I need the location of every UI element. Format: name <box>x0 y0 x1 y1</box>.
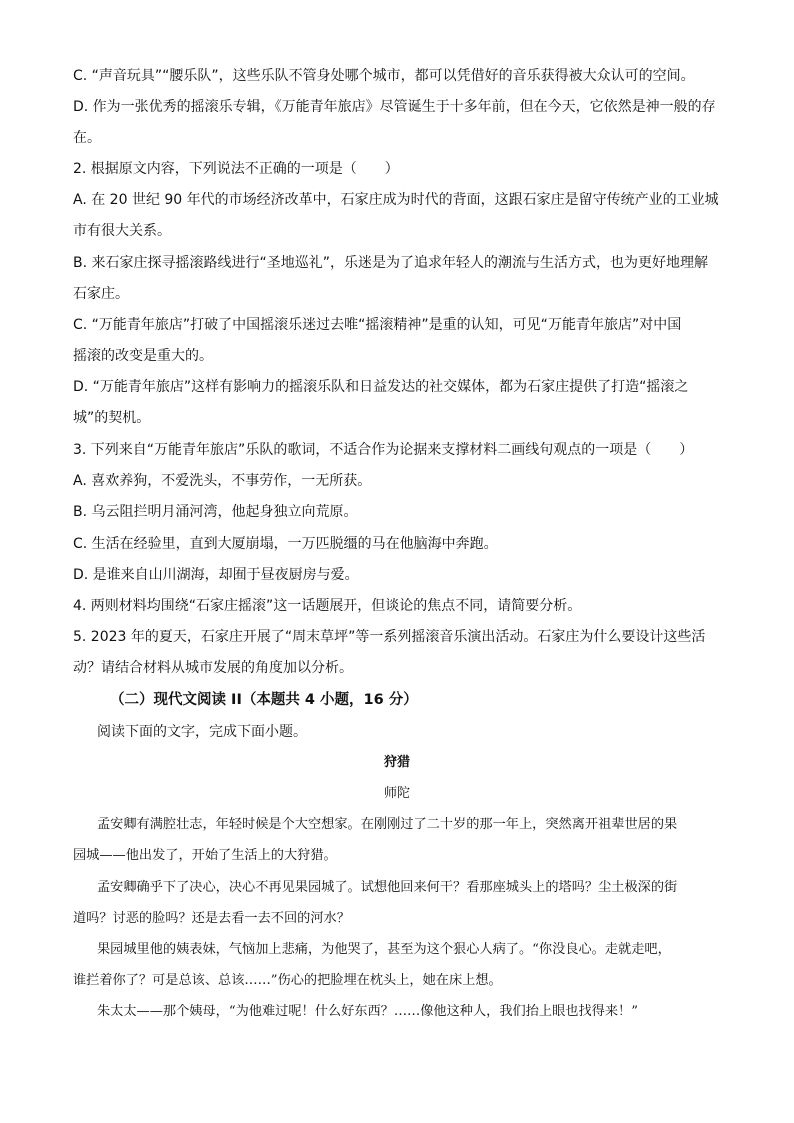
q2-option-c-line1: C. “万能青年旅店”打破了中国摇滚乐迷过去唯“摇滚精神”是重的认知，可见“万能青年旅店”对中国 <box>73 317 682 333</box>
q2-stem: 2. 根据原文内容，下列说法不正确的一项是（ ） <box>73 161 399 177</box>
story-p4-line1: 朱太太——那个姨母，“为他难过呢！什么好东西？……像他这种人，我们抬上眼也找得来！” <box>97 1004 638 1019</box>
q1-option-c: C. “声音玩具”“腰乐队”，这些乐队不管身处哪个城市，都可以凭借好的音乐获得被大众认可的空间。 <box>73 68 695 84</box>
section-heading: （二）现代文阅读 II（本题共 4 小题，16 分） <box>110 692 418 708</box>
q5-line1: 5. 2023 年的夏天，石家庄开展了“周末草坪”等一系列摇滚音乐演出活动。石家庄为什么要设计这些活 <box>73 629 706 645</box>
q1-option-d-line1: D. 作为一张优秀的摇滚乐专辑，《万能青年旅店》尽管诞生于十多年前，但在今天，它依然是神一般的存 <box>73 99 716 115</box>
q2-option-a-line1: A. 在 20 世纪 90 年代的市场经济改革中，石家庄成为时代的背面，这跟石家庄是留守传统产业的工业城 <box>73 192 719 208</box>
story-p3-line1: 果园城里他的姨表妹，气恼加上悲痛，为他哭了，甚至为这个狠心人病了。“你没良心。走就走吧， <box>97 942 671 957</box>
story-p3-line2: 谁拦着你了？可是总该、总该……”伤心的把脸埋在枕头上，她在床上想。 <box>73 973 502 988</box>
q3-option-a: A. 喜欢养狗，不爱洗头，不事劳作，一无所获。 <box>73 473 372 489</box>
story-author: 师陀 <box>383 786 410 801</box>
story-p1-line1: 孟安卿有满腔壮志，年轻时候是个大空想家。在刚刚过了二十岁的那一年上，突然离开祖辈世居的果 <box>97 817 678 832</box>
q3-stem: 3. 下列来自“万能青年旅店”乐队的歌词，不适合作为论据来支撑材料二画线句观点的一项是（ ） <box>73 442 694 458</box>
q2-option-d-line2: 城”的契机。 <box>73 410 151 426</box>
q5-line2: 动？请结合材料从城市发展的角度加以分析。 <box>73 660 353 676</box>
q3-option-b: B. 乌云阻拦明月涌河湾，他起身独立向荒原。 <box>73 504 358 520</box>
q2-option-c-line2: 摇滚的改变是重大的。 <box>73 348 213 364</box>
q2-option-b-line2: 石家庄。 <box>73 286 129 302</box>
q2-option-a-line2: 市有很大关系。 <box>73 223 171 239</box>
q3-option-c: C. 生活在经验里，直到大厦崩塌，一万匹脱缰的马在他脑海中奔跑。 <box>73 536 498 552</box>
q2-option-d-line1: D. “万能青年旅店”这样有影响力的摇滚乐队和日益发达的社交媒体，都为石家庄提供了打造“摇滚之 <box>73 379 689 395</box>
section-instruction: 阅读下面的文字，完成下面小题。 <box>97 724 307 740</box>
q1-option-d-line2: 在。 <box>73 130 101 146</box>
q3-option-d: D. 是谁来自山川湖海，却囿于昼夜厨房与爱。 <box>73 567 359 583</box>
story-p2-line2: 道吗？讨恶的脸吗？还是去看一去不回的河水？ <box>73 911 350 926</box>
q4-stem: 4. 两则材料均围绕“石家庄摇滚”这一话题展开，但谈论的焦点不同，请简要分析。 <box>73 598 582 614</box>
story-title: 狩猎 <box>383 755 410 770</box>
story-p2-line1: 孟安卿确乎下了决心，决心不再见果园城了。试想他回来何干？看那座城头上的塔吗？尘土极深的街 <box>97 880 678 895</box>
q2-option-b-line1: B. 来石家庄探寻摇滚路线进行“圣地巡礼”，乐迷是为了追求年轻人的潮流与生活方式，也为更好地理解 <box>73 255 709 271</box>
story-p1-line2: 园城——他出发了，开始了生活上的大狩猎。 <box>73 848 337 863</box>
